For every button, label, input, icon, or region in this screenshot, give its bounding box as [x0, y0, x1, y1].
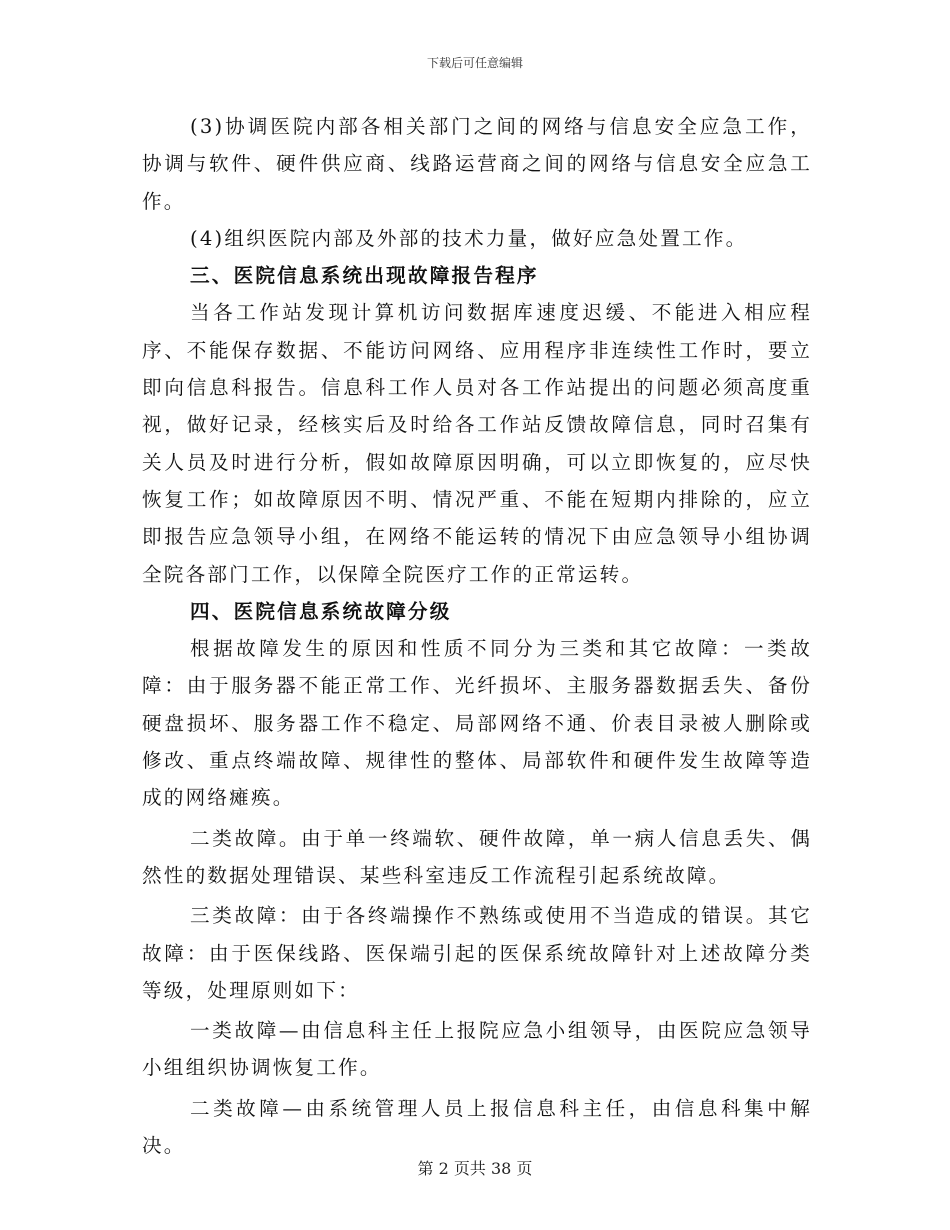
page-header: 下载后可任意编辑: [426, 56, 523, 70]
page-footer: 第 2 页共 38 页: [417, 1159, 533, 1178]
paragraph-report-procedure: 当各工作站发现计算机访问数据库速度迟缓、不能进入相应程序、不能保存数据、不能访问网络、应用程序非连续性工作时，要立即向信息科报告。信息科工作人员对各工作站提出的问题必须高度重视，做好记录，经核实后及时给各工作站反馈故障信息，同时召集有关人员及时进行分析，假如故障原因明确，可以立即恢复的，应尽快恢复工作；如故障原因不明、情况严重、不能在短期内排除的，应立即报告应急领导小组，在网络不能运转的情况下由应急领导小组协调全院各部门工作，以保障全院医疗工作的正常运转。: [142, 301, 812, 586]
document-body: [142, 108, 812, 1164]
paragraph-principle-one: 一类故障—由信息科主任上报院应急小组领导，由医院应急领导小组组织协调恢复工作。: [142, 1019, 812, 1080]
section-heading-3: 三、医院信息系统出现故障报告程序: [190, 264, 539, 288]
paragraph-item-3: (3)协调医院内部各相关部门之间的网络与信息安全应急工作，协调与软件、硬件供应商、线路运营商之间的网络与信息安全应急工作。: [142, 115, 812, 213]
paragraph-class-one-fault: 根据故障发生的原因和性质不同分为三类和其它故障：一类故障：由于服务器不能正常工作、光纤损坏、主服务器数据丢失、备份硬盘损坏、服务器工作不稳定、局部网络不通、价表目录被人删除或修改、重点终端故障、规律性的整体、局部软件和硬件发生故障等造成的网络瘫痪。: [142, 637, 812, 810]
section-heading-4: 四、医院信息系统故障分级: [190, 599, 452, 623]
paragraph-principle-two: 二类故障—由系统管理人员上报信息科主任，由信息科集中解决。: [142, 1096, 812, 1158]
paragraph-class-three-fault: 三类故障：由于各终端操作不熟练或使用不当造成的错误。其它故障：由于医保线路、医保端引起的医保系统故障针对上述故障分类等级，处理原则如下：: [142, 904, 812, 1002]
paragraph-class-two-fault: 二类故障。由于单一终端软、硬件故障，单一病人信息丢失、偶然性的数据处理错误、某些科室违反工作流程引起系统故障。: [142, 826, 812, 887]
paragraph-item-4: (4)组织医院内部及外部的技术力量，做好应急处置工作。: [190, 226, 748, 250]
